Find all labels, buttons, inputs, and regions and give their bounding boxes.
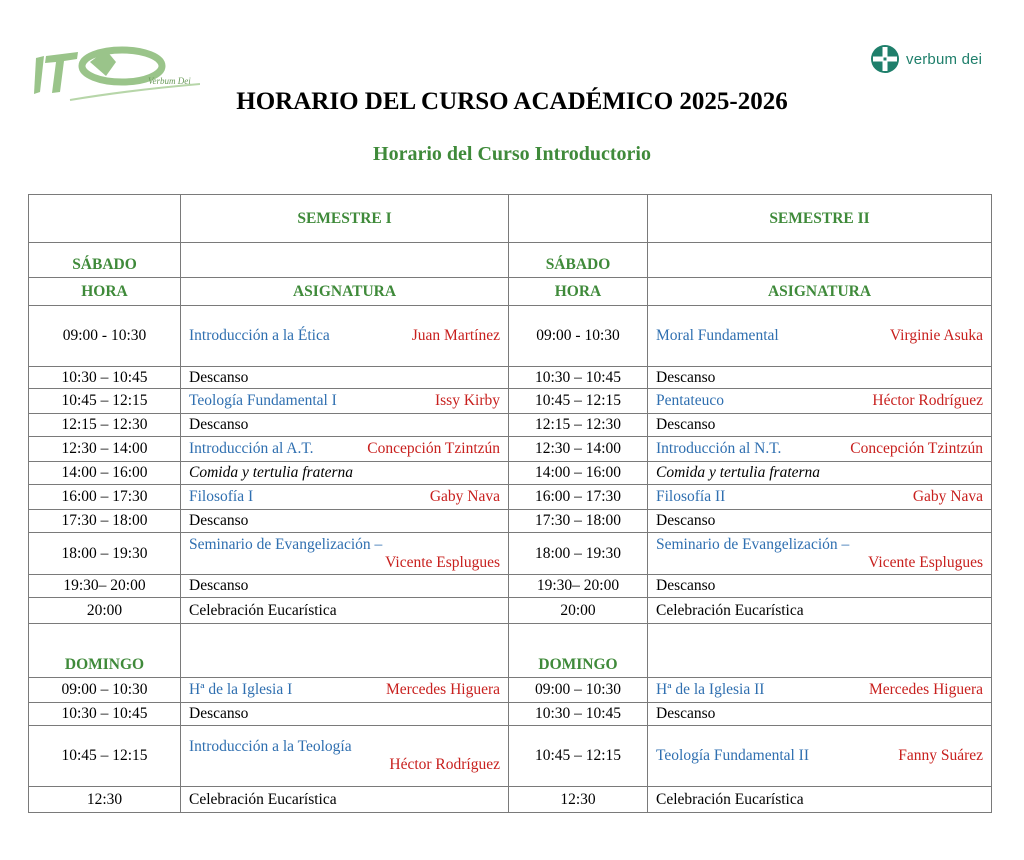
subject-cell — [648, 306, 992, 367]
subject-entry — [656, 681, 983, 699]
subject-entry — [189, 416, 500, 434]
subject-cell — [181, 533, 509, 575]
verbum-dei-logo: verbum dei — [870, 44, 982, 74]
hour-cell: 17:30 – 18:00 — [29, 510, 181, 533]
hour-cell: 14:00 – 16:00 — [509, 462, 648, 485]
hour-cell: 10:30 – 10:45 — [509, 367, 648, 389]
subject-name: Comida y tertulia fraterna — [656, 464, 821, 481]
hour-cell: 20:00 — [509, 598, 648, 624]
teacher-name: Mercedes Higuera — [868, 681, 983, 698]
subject-name: Introducción a la Teología — [189, 738, 352, 755]
hour-cell: 10:30 – 10:45 — [509, 703, 648, 726]
subject-entry — [656, 327, 983, 345]
subject-name: Introducción a la Ética — [189, 327, 330, 344]
teacher-name: Concepción Tzintzún — [367, 440, 500, 457]
subject-name: Comida y tertulia fraterna — [189, 464, 354, 481]
subject-name: Descanso — [189, 416, 249, 433]
subject-name: Filosofía I — [189, 488, 254, 505]
hour-cell: 12:15 – 12:30 — [29, 414, 181, 437]
subject-entry — [656, 791, 983, 809]
subject-cell — [181, 389, 509, 414]
table-row — [29, 389, 992, 414]
hour-cell: 09:00 - 10:30 — [509, 306, 648, 367]
subject-entry — [189, 512, 500, 530]
svg-text:Verbum Dei: Verbum Dei — [148, 76, 191, 86]
empty-cell — [181, 243, 509, 278]
hour-cell: 14:00 – 16:00 — [29, 462, 181, 485]
teacher-name: Vicente Esplugues — [868, 553, 983, 571]
subject-cell — [181, 598, 509, 624]
subject-cell — [648, 437, 992, 462]
empty-cell — [509, 195, 648, 243]
hour-cell: 16:00 – 17:30 — [509, 485, 648, 510]
subject-cell — [648, 703, 992, 726]
col-subject-header: ASIGNATURA — [181, 278, 509, 306]
subject-cell — [181, 437, 509, 462]
subject-cell — [648, 462, 992, 485]
hour-cell: 12:30 – 14:00 — [29, 437, 181, 462]
subject-entry — [189, 488, 500, 506]
hour-cell: 20:00 — [29, 598, 181, 624]
teacher-name: Héctor Rodríguez — [872, 392, 983, 409]
subject-cell — [181, 462, 509, 485]
subject-name: Seminario de Evangelización – — [189, 535, 383, 553]
subject-name: Descanso — [189, 512, 249, 529]
hour-cell: 09:00 - 10:30 — [29, 306, 181, 367]
subject-entry — [656, 440, 983, 458]
teacher-name: Issy Kirby — [434, 392, 500, 409]
teacher-name: Fanny Suárez — [898, 747, 983, 764]
subject-entry — [189, 738, 500, 774]
saturday-row — [29, 243, 992, 278]
hour-cell: 09:00 – 10:30 — [29, 678, 181, 703]
cross-emblem-icon — [870, 44, 900, 74]
subject-cell — [181, 726, 509, 787]
table-row — [29, 462, 992, 485]
table-row — [29, 306, 992, 367]
subject-entry — [656, 747, 983, 765]
table-row — [29, 510, 992, 533]
subject-name: Introducción al N.T. — [656, 440, 782, 457]
subject-entry — [189, 327, 500, 345]
subject-cell — [648, 726, 992, 787]
table-row — [29, 726, 992, 787]
hour-cell: 10:45 – 12:15 — [29, 389, 181, 414]
hour-cell: 12:30 – 14:00 — [509, 437, 648, 462]
teacher-name: Gaby Nava — [429, 488, 500, 505]
hour-cell: 19:30– 20:00 — [509, 575, 648, 598]
subject-cell — [648, 533, 992, 575]
subject-entry — [656, 416, 983, 434]
subject-name: Descanso — [189, 705, 249, 722]
col-subject-header: ASIGNATURA — [648, 278, 992, 306]
hour-cell: 10:30 – 10:45 — [29, 367, 181, 389]
subject-name: Descanso — [656, 416, 716, 433]
hour-cell: 16:00 – 17:30 — [29, 485, 181, 510]
subject-entry — [189, 392, 500, 410]
subject-name: Teología Fundamental II — [656, 747, 810, 764]
subject-cell — [181, 678, 509, 703]
hour-cell: 09:00 – 10:30 — [509, 678, 648, 703]
teacher-name: Héctor Rodríguez — [389, 756, 500, 773]
table-row — [29, 787, 992, 813]
subject-name: Celebración Eucarística — [189, 790, 337, 808]
table-row — [29, 575, 992, 598]
subject-cell — [648, 389, 992, 414]
column-header-row — [29, 278, 992, 306]
table-row — [29, 485, 992, 510]
hour-cell: 12:30 — [29, 787, 181, 813]
empty-cell — [648, 624, 992, 678]
col-hour-header: HORA — [509, 278, 648, 306]
hour-cell: 10:45 – 12:15 — [509, 389, 648, 414]
subject-cell — [181, 414, 509, 437]
subject-name: Celebración Eucarística — [189, 601, 337, 619]
teacher-name: Gaby Nava — [912, 488, 983, 505]
day-label-sunday: DOMINGO — [509, 624, 648, 678]
empty-cell — [648, 243, 992, 278]
subject-entry — [189, 791, 500, 809]
subject-entry — [656, 577, 983, 595]
page-subtitle: Horario del Curso Introductorio — [373, 143, 651, 165]
subject-entry — [189, 440, 500, 458]
semester-header-row — [29, 195, 992, 243]
subject-entry — [189, 536, 500, 572]
table-row — [29, 367, 992, 389]
hour-cell: 10:30 – 10:45 — [29, 703, 181, 726]
hour-cell: 10:45 – 12:15 — [509, 726, 648, 787]
hour-cell: 12:30 — [509, 787, 648, 813]
subject-entry — [656, 512, 983, 530]
hour-cell: 19:30– 20:00 — [29, 575, 181, 598]
hour-cell: 18:00 – 19:30 — [29, 533, 181, 575]
subject-name: Hª de la Iglesia II — [656, 681, 765, 698]
subject-name: Hª de la Iglesia I — [189, 681, 293, 698]
subject-entry — [189, 577, 500, 595]
subject-cell — [181, 703, 509, 726]
table-row — [29, 533, 992, 575]
teacher-name: Virginie Asuka — [889, 327, 983, 344]
subject-entry — [656, 536, 983, 572]
day-label-saturday: SÁBADO — [29, 243, 181, 278]
col-hour-header: HORA — [29, 278, 181, 306]
subject-entry — [189, 464, 500, 482]
schedule-table — [28, 194, 992, 813]
subject-name: Teología Fundamental I — [189, 392, 337, 409]
subject-entry — [656, 369, 983, 387]
subject-entry — [189, 602, 500, 620]
semester-1-header: SEMESTRE I — [181, 195, 509, 243]
subject-entry — [656, 488, 983, 506]
semester-2-header: SEMESTRE II — [648, 195, 992, 243]
subject-entry — [656, 464, 983, 482]
table-row — [29, 678, 992, 703]
subject-cell — [181, 575, 509, 598]
subject-name: Pentateuco — [656, 392, 725, 409]
subject-cell — [648, 485, 992, 510]
subject-name: Filosofía II — [656, 488, 726, 505]
subject-name: Seminario de Evangelización – — [656, 535, 850, 553]
subject-name: Moral Fundamental — [656, 327, 779, 344]
subject-entry — [189, 705, 500, 723]
hour-cell: 17:30 – 18:00 — [509, 510, 648, 533]
subject-cell — [648, 575, 992, 598]
subject-name: Descanso — [656, 368, 716, 386]
subject-name: Descanso — [656, 705, 716, 722]
subject-cell — [648, 414, 992, 437]
subject-entry — [189, 369, 500, 387]
table-row — [29, 414, 992, 437]
day-label-sunday: DOMINGO — [29, 624, 181, 678]
subject-cell — [181, 306, 509, 367]
teacher-name: Mercedes Higuera — [385, 681, 500, 698]
subject-entry — [656, 705, 983, 723]
hour-cell: 12:15 – 12:30 — [509, 414, 648, 437]
empty-cell — [29, 195, 181, 243]
table-row — [29, 437, 992, 462]
teacher-name: Vicente Esplugues — [385, 553, 500, 571]
subject-name: Introducción al A.T. — [189, 440, 314, 457]
subject-entry — [189, 681, 500, 699]
subject-name: Celebración Eucarística — [656, 601, 804, 619]
table-row — [29, 703, 992, 726]
teacher-name: Juan Martínez — [411, 327, 500, 344]
teacher-name: Concepción Tzintzún — [850, 440, 983, 457]
subject-cell — [181, 510, 509, 533]
empty-cell — [181, 624, 509, 678]
subject-cell — [648, 598, 992, 624]
table-row — [29, 598, 992, 624]
hour-cell: 10:45 – 12:15 — [29, 726, 181, 787]
subject-cell — [648, 510, 992, 533]
hour-cell: 18:00 – 19:30 — [509, 533, 648, 575]
subject-name: Descanso — [656, 512, 716, 529]
subject-entry — [656, 602, 983, 620]
subject-cell — [648, 678, 992, 703]
subject-name: Descanso — [656, 577, 716, 594]
subject-name: Descanso — [189, 577, 249, 594]
sunday-row — [29, 624, 992, 678]
subject-name: Celebración Eucarística — [656, 790, 804, 808]
subject-cell — [181, 485, 509, 510]
subject-cell — [648, 787, 992, 813]
subject-name: Descanso — [189, 368, 249, 386]
page-title: HORARIO DEL CURSO ACADÉMICO 2025-2026 — [236, 88, 788, 115]
day-label-saturday: SÁBADO — [509, 243, 648, 278]
subject-entry — [656, 392, 983, 410]
subject-cell — [648, 367, 992, 389]
subject-cell — [181, 367, 509, 389]
subject-cell — [181, 787, 509, 813]
